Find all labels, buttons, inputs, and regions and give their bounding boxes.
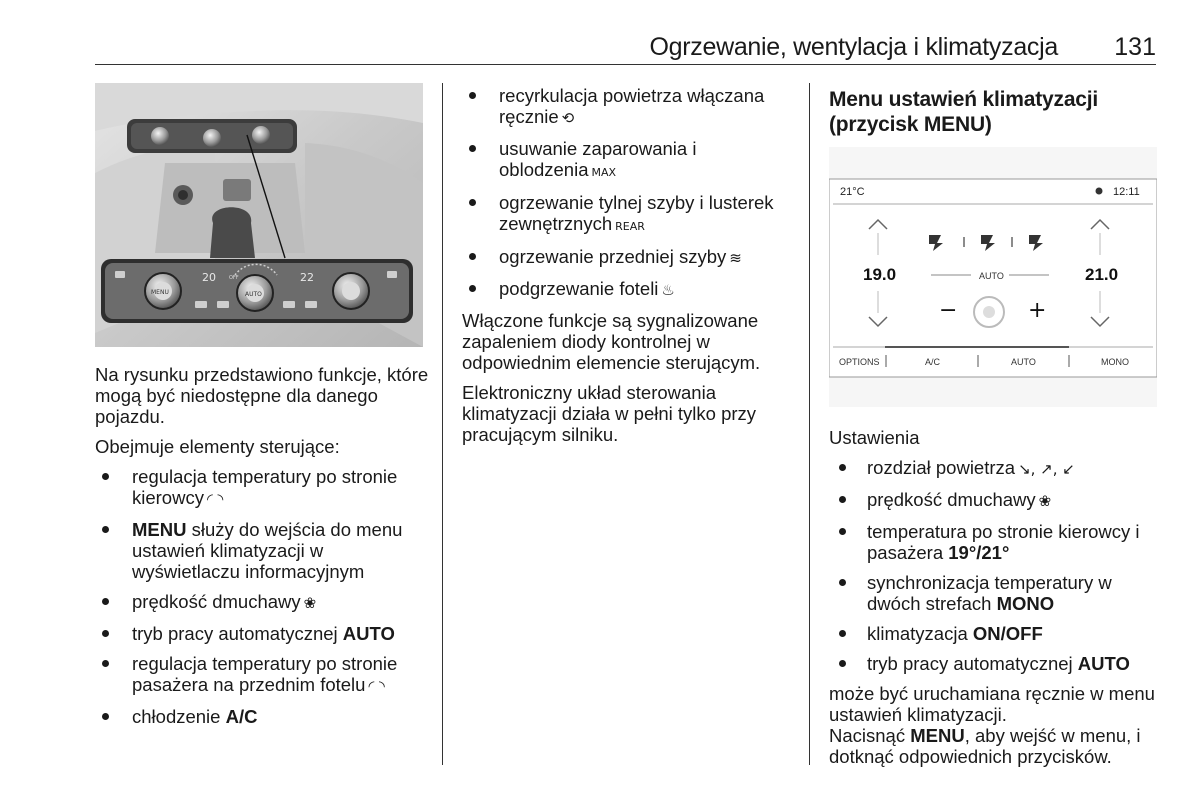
- list-item: tryb pracy automatycznej AUTO: [829, 653, 1169, 674]
- fan-icon: ❀: [1038, 492, 1052, 510]
- fan-icon: ❀: [303, 594, 317, 612]
- screen-right-temp: 21.0: [1085, 265, 1119, 284]
- temperature-dial-icon: ◜ ◝: [368, 677, 385, 695]
- list-item: ogrzewanie tylnej szyby i lusterek zewnętrznych REAR: [462, 192, 792, 237]
- column-left: [95, 364, 431, 736]
- intro-paragraph: Na rysunku przedstawiono funkcje, które mogą być niedostępne dla danego pojazdu.: [95, 364, 429, 427]
- screen-left-temp: 19.0: [863, 265, 897, 284]
- list-item: temperatura po stronie kierowcy i pasażera 19°/21°: [829, 521, 1169, 563]
- column-middle: [462, 85, 792, 454]
- screen-ac-button: A/C: [925, 357, 941, 367]
- manual-paragraph: może być uruchamiana ręcznie w menu ustawień klimatyzacji. Nacisnąć MENU, aby wejść w menu, i dotknąć odpowiednich przycisków.: [829, 683, 1155, 767]
- list-item: podgrzewanie foteli ♨: [462, 278, 792, 301]
- screen-options-button: OPTIONS: [839, 357, 880, 367]
- settings-list: [829, 457, 1169, 674]
- includes-paragraph: Obejmuje elementy sterujące:: [95, 436, 340, 457]
- settings-label: Ustawienia: [829, 427, 920, 448]
- list-item: regulacja temperatury po stronie pasażera na przednim fotelu ◜ ◝: [95, 653, 431, 697]
- functions-list: [462, 85, 792, 301]
- engine-paragraph: Elektroniczny układ sterowania klimatyzacji działa w pełni tylko przy pracującym silniku.: [462, 382, 757, 445]
- list-item: prędkość dmuchawy ❀: [829, 489, 1169, 512]
- list-item: usuwanie zaparowania i oblodzenia MAX: [462, 138, 792, 183]
- dashboard-illustration: [95, 83, 423, 347]
- panel-menu-knob-label: MENU: [151, 289, 169, 296]
- list-item: regulacja temperatury po stronie kierowcy ◜ ◝: [95, 466, 431, 510]
- list-item: synchronizacja temperatury w dwóch strefach MONO: [829, 572, 1169, 614]
- rear-defrost-icon: REAR: [615, 220, 645, 233]
- header-rule: [95, 64, 1156, 65]
- climate-panel-photo: [95, 83, 423, 347]
- panel-left-temp: 20: [202, 271, 216, 284]
- list-item: ogrzewanie przedniej szyby ≋: [462, 246, 792, 269]
- panel-auto-knob-label: AUTO: [245, 291, 262, 298]
- list-item: rozdział powietrza ↘, ↗, ↙: [829, 457, 1169, 480]
- column-right: [829, 87, 1169, 155]
- list-item: chłodzenie A/C: [95, 706, 431, 727]
- seat-heating-icon: ♨: [661, 281, 675, 299]
- temperature-dial-icon: ◜ ◝: [206, 490, 224, 508]
- list-item: recyrkulacja powietrza włączana ręcznie ⟲: [462, 85, 792, 129]
- air-distribution-icon: ↘, ↗, ↙: [1018, 460, 1075, 478]
- defrost-max-icon: MAX: [591, 166, 617, 179]
- page-header-title: Ogrzewanie, wentylacja i klimatyzacja: [649, 33, 1058, 61]
- screen-clock: 12:11: [1113, 186, 1140, 198]
- screen-mode-label: AUTO: [979, 271, 1004, 281]
- column-divider-2: [809, 83, 810, 765]
- controls-list: [95, 466, 431, 727]
- list-item: prędkość dmuchawy ❀: [95, 591, 431, 614]
- screen-minus-button: −: [939, 298, 958, 323]
- climate-menu-screen: [829, 147, 1157, 407]
- section-heading: Menu ustawień klimatyzacji (przycisk MENU): [829, 88, 1099, 136]
- column-divider-1: [442, 83, 443, 765]
- panel-off-label: OFF: [229, 275, 239, 281]
- page-number: 131: [1114, 33, 1156, 61]
- list-item: klimatyzacja ON/OFF: [829, 623, 1169, 644]
- list-item: MENU służy do wejścia do menu ustawień klimatyzacji w wyświetlaczu informacyjnym: [95, 519, 431, 582]
- climate-screen-illustration: [829, 147, 1157, 407]
- column-right-lower: [829, 427, 1169, 767]
- indicator-paragraph: Włączone funkcje są sygnalizowane zapaleniem diody kontrolnej w odpowiednim elemencie sterującym.: [462, 310, 761, 373]
- screen-outside-temp: 21°C: [840, 186, 865, 198]
- screen-auto-button: AUTO: [1011, 357, 1036, 367]
- screen-mono-button: MONO: [1101, 357, 1129, 367]
- panel-right-temp: 22: [300, 271, 314, 284]
- list-item: tryb pracy automatycznej AUTO: [95, 623, 431, 644]
- recirculation-icon: ⟲: [561, 109, 575, 127]
- windscreen-heating-icon: ≋: [729, 249, 742, 267]
- screen-plus-button: +: [1028, 298, 1047, 323]
